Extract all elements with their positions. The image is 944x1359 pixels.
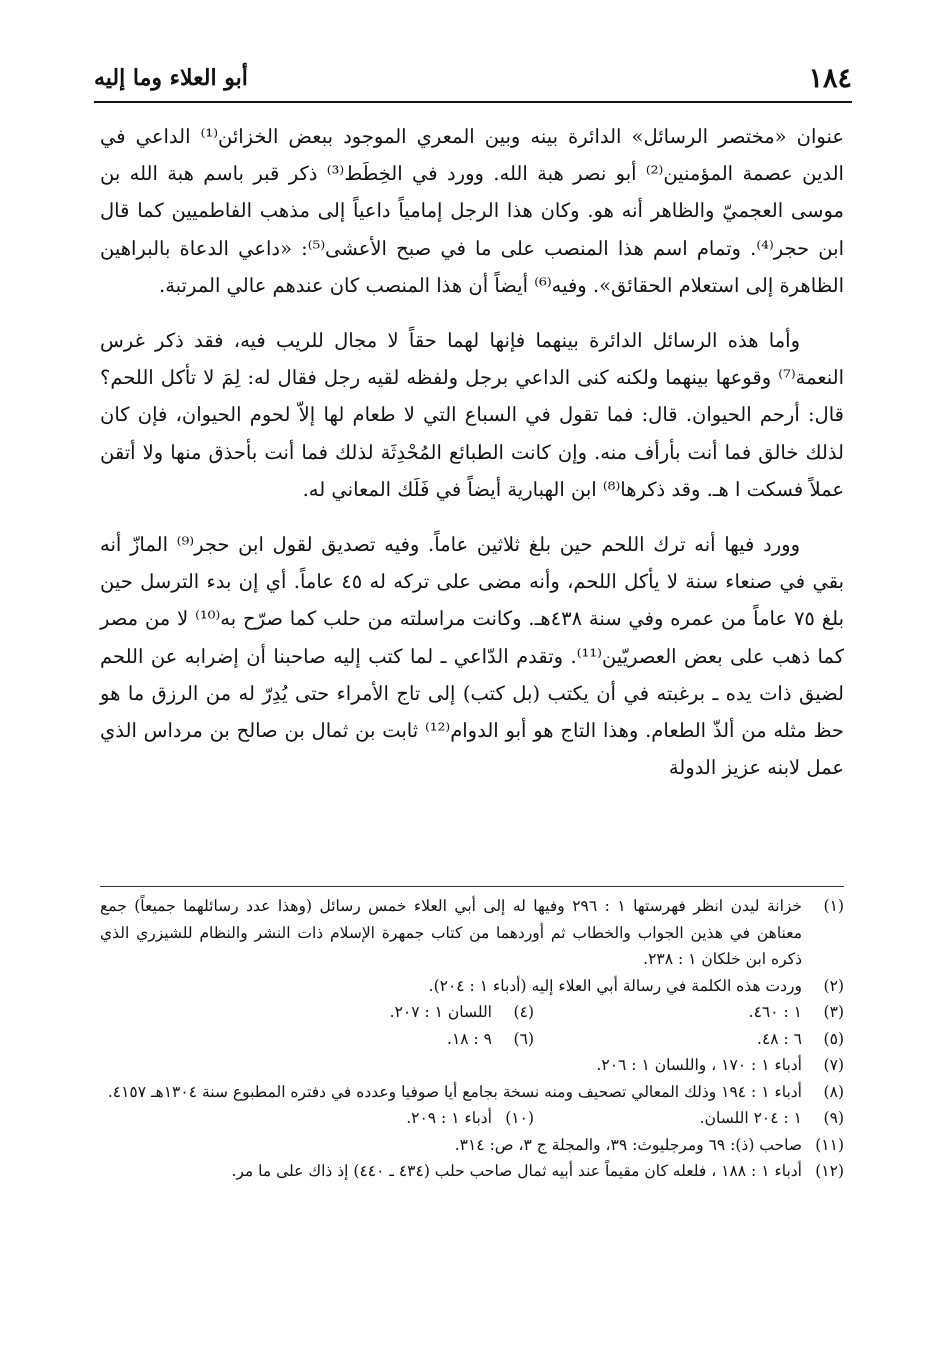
footnotes [100, 893, 844, 1185]
footnote [100, 1052, 844, 1079]
footnote-number: (٨) [823, 1082, 844, 1101]
footnote-number: (٣) [823, 1003, 844, 1021]
footnote-text: اللسان ١ : ٢٠٧. [389, 1003, 492, 1021]
footnote-text: ٦ : ٤٨. [757, 1029, 802, 1048]
footnote-number: (٤) [513, 1003, 534, 1021]
footnote-number: (١١) [815, 1135, 844, 1154]
footnote-number: (١٠) [505, 1109, 534, 1127]
footnote-number: (٦) [513, 1029, 534, 1048]
footnote [100, 1158, 844, 1185]
footnote-text: ٩ : ١٨. [447, 1029, 492, 1048]
page-number: ١٨٤ [808, 62, 852, 94]
paragraph-1: عنوان «مختصر الرسائل» الدائرة بينه وبين المعري الموجود ببعض الخزائن⁽¹⁾ الداعي في الدين عصمة المؤمنين⁽²⁾ أبو نصر هبة الله. وورد في الخِطَط⁽³⁾ ذكر قبر باسم هبة الله بن موسى العجميّ والظاهر أنه هو. وكان هذا الرجل إمامياً داعياً إلى مذهب الفاطميين كما قال ابن حجر⁽⁴⁾. وتمام اسم هذا المنصب على ما في صبح الأعشى⁽⁵⁾: «داعي الدعاة بالبراهين الظاهرة إلى استعلام الحقائق». وفيه⁽⁶⁾ أيضاً أن هذا المنصب كان عندهم عالي المرتبة. [100, 125, 844, 297]
header-rule [94, 101, 852, 103]
footnote-rule [100, 886, 844, 887]
footnote-number: (١) [823, 897, 844, 915]
footnote-text: ١ : ٤٦٠. [748, 1003, 802, 1021]
footnote [100, 893, 844, 973]
body-text [100, 118, 844, 786]
footnote-text: أدباء ١ : ٢٠٩. [406, 1109, 492, 1127]
footnote-text: أدباء ١ : ١٩٤ وذلك المعالي تصحيف ومنه نسخة بجامع أيا صوفيا وعدده في دفتره المطبوع سنة ١٣٠٤هـ ٤١٥٧. [107, 1082, 802, 1101]
footnote-pair [100, 1026, 844, 1053]
running-title: أبو العلاء وما إليه [94, 65, 248, 91]
footnote-text: صاحب (ذ): ٦٩ ومرجليوث: ٣٩، والمجلة ج ٣، ص: ٣١٤. [454, 1135, 802, 1154]
footnote-pair [100, 1105, 844, 1132]
footnote-pair [100, 999, 844, 1026]
paragraph-2: وأما هذه الرسائل الدائرة بينهما فإنها لهما حقاً لا مجال للريب فيه، فقد ذكر غرس النعمة⁽⁷⁾ وقوعها بينهما ولكنه كنى الداعي برجل ولفظه لقيه رجل فقال له: لِمَ لا تأكل اللحم؟ قال: أرحم الحيوان. قال: فما تقول في السباع التي لا طعام لها إلاّ لحوم الحيوان، فإن كان لذلك خالق فما أنت بأرأف منه. وإن كانت الطبائع المُحْدِثَة لذلك فما أنت بأحذق منها ولا أتقن عملاً فسكت ا هـ. وقد ذكرها⁽⁸⁾ ابن الهبارية أيضاً في فَلَك المعاني له. [100, 329, 844, 501]
footnote-text: أدباء ١ : ١٨٨ ، فلعله كان مقيماً عند أبيه ثمال صاحب حلب (٤٣٤ ـ ٤٤٠) إذ ذاك على ما مر. [231, 1162, 802, 1180]
footnote [100, 1132, 844, 1159]
page-header [94, 58, 852, 98]
footnote-number: (٥) [823, 1029, 844, 1048]
footnote [100, 973, 844, 1000]
footnote-text: ١ : ٢٠٤ اللسان. [699, 1109, 802, 1127]
footnote-text: أدباء ١ : ١٧٠ ، واللسان ١ : ٢٠٦. [596, 1056, 802, 1074]
footnote-number: (١٢) [815, 1162, 844, 1180]
footnote-number: (٢) [823, 976, 844, 995]
footnote [100, 1079, 844, 1106]
footnote-number: (٧) [823, 1056, 844, 1074]
footnote-text: خزانة ليدن انظر فهرستها ١ : ٢٩٦ وفيها له إلى أبي العلاء خمس رسائل (وهذا عدد رسائلهما جميعاً) جمع معناهن في هذين الجواب والخطاب ثم أوردهما من كتاب جمهرة الإسلام ذات النشر والنظام للشيزري الذي ذكره ابن خلكان ١ : ٢٣٨. [100, 897, 803, 968]
paragraph-3: وورد فيها أنه ترك اللحم حين بلغ ثلاثين عاماً. وفيه تصديق لقول ابن حجر⁽⁹⁾ المازّ أنه بقي في صنعاء سنة لا يأكل اللحم، وأنه مضى على تركه له ٤٥ عاماً. أي إن بدء الترسل حين بلغ ٧٥ عاماً من عمره وفي سنة ٤٣٨هـ. وكانت مراسلته من حلب كما صرّح به⁽¹⁰⁾ لا من مصر كما ذهب على بعض العصريّين⁽¹¹⁾. وتقدم الدّاعي ـ لما كتب إليه صاحبنا أن إضرابه عن اللحم لضيق ذات يده ـ برغبته في أن يكتب (بل كتب) إلى تاج الأمراء حتى يُدِرّ له من الرزق ما هو حظ مثله من ألذّ الطعام. وهذا التاج هو أبو الدوام⁽¹²⁾ ثابت بن ثمال بن صالح بن مرداس الذي عمل لابنه عزيز الدولة [100, 533, 844, 780]
footnote-number: (٩) [823, 1109, 844, 1127]
footnote-text: وردت هذه الكلمة في رسالة أبي العلاء إليه (أدباء ١ : ٢٠٤). [428, 976, 802, 995]
